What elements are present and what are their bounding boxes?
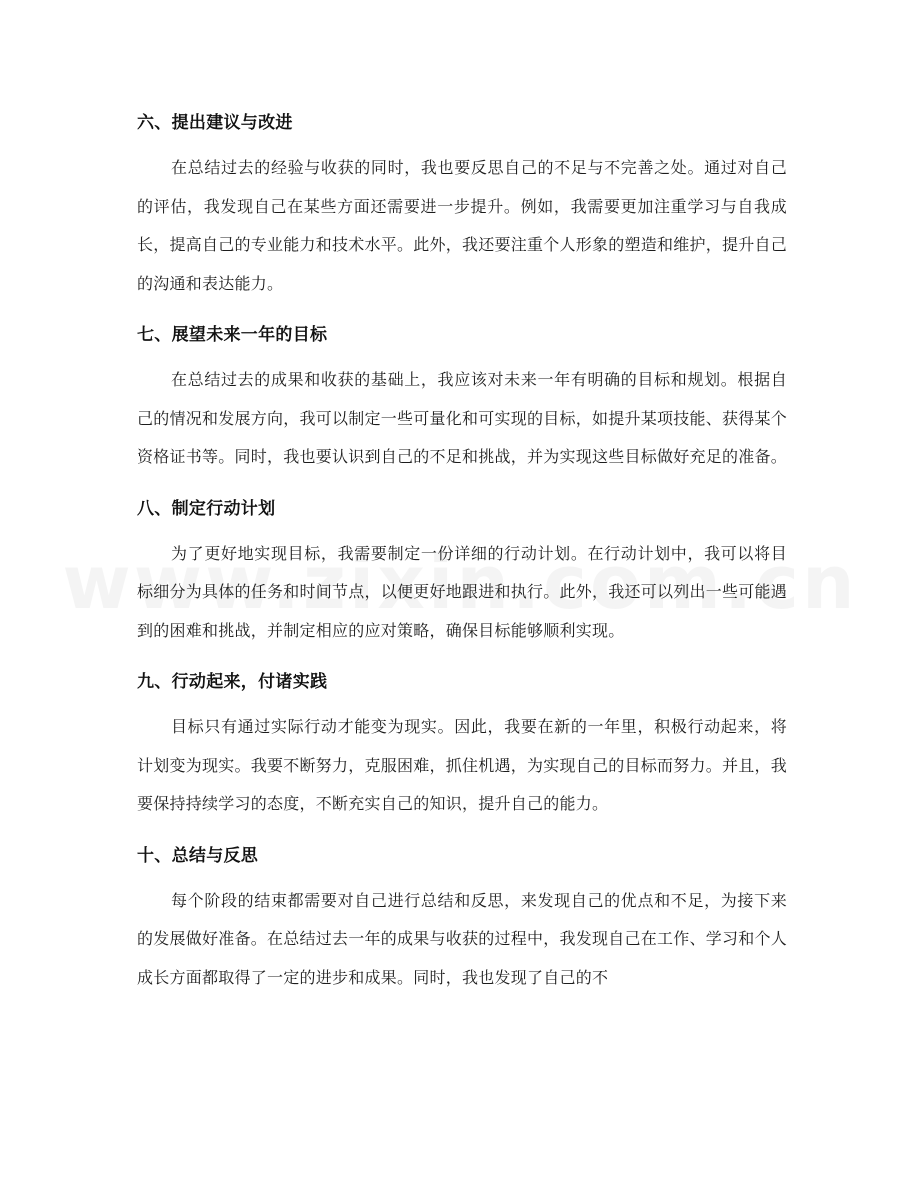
- section-heading: 八、制定行动计划: [137, 498, 276, 519]
- section-take-action: [137, 662, 787, 824]
- section-goals: [137, 315, 787, 477]
- document-body: [137, 103, 787, 1009]
- section-heading: 九、行动起来，付诸实践: [137, 672, 328, 692]
- section-action-plan: [137, 489, 787, 651]
- section-paragraph: 目标只有通过实际行动才能变为现实。因此，我要在新的一年里，积极行动起来，将计划变为现实。我要不断努力，克服困难，抓住机遇，为实现自己的目标而努力。并且，我要保持持续学习的态度，不断充实自己的知识，提升自己的能力。: [137, 717, 788, 813]
- section-paragraph: 在总结过去的经验与收获的同时，我也要反思自己的不足与不完善之处。通过对自己的评估，我发现自己在某些方面还需要进一步提升。例如，我需要更加注重学习与自我成长，提高自己的专业能力和技术水平。此外，我还要注重个人形象的塑造和维护，提升自己的沟通和表达能力。: [137, 158, 788, 293]
- section-paragraph: 每个阶段的结束都需要对自己进行总结和反思，来发现自己的优点和不足，为接下来的发展做好准备。在总结过去一年的成果与收获的过程中，我发现自己在工作、学习和个人成长方面都取得了一定的进步和成果。同时，我也发现了自己的不: [137, 890, 788, 987]
- section-heading: 七、展望未来一年的目标: [137, 325, 328, 345]
- section-summary-reflection: [137, 836, 787, 998]
- section-suggestions: [137, 103, 787, 303]
- section-heading: 六、提出建议与改进: [137, 113, 293, 133]
- section-paragraph: 在总结过去的成果和收获的基础上，我应该对未来一年有明确的目标和规划。根据自己的情况和发展方向，我可以制定一些可量化和可实现的目标，如提升某项技能、获得某个资格证书等。同时，我也要认识到自己的不足和挑战，并为实现这些目标做好充足的准备。: [137, 370, 788, 466]
- section-paragraph: 为了更好地实现目标，我需要制定一份详细的行动计划。在行动计划中，我可以将目标细分为具体的任务和时间节点，以便更好地跟进和执行。此外，我还可以列出一些可能遇到的困难和挑战，并制定相应的应对策略，确保目标能够顺利实现。: [137, 543, 788, 640]
- section-heading: 十、总结与反思: [137, 845, 259, 866]
